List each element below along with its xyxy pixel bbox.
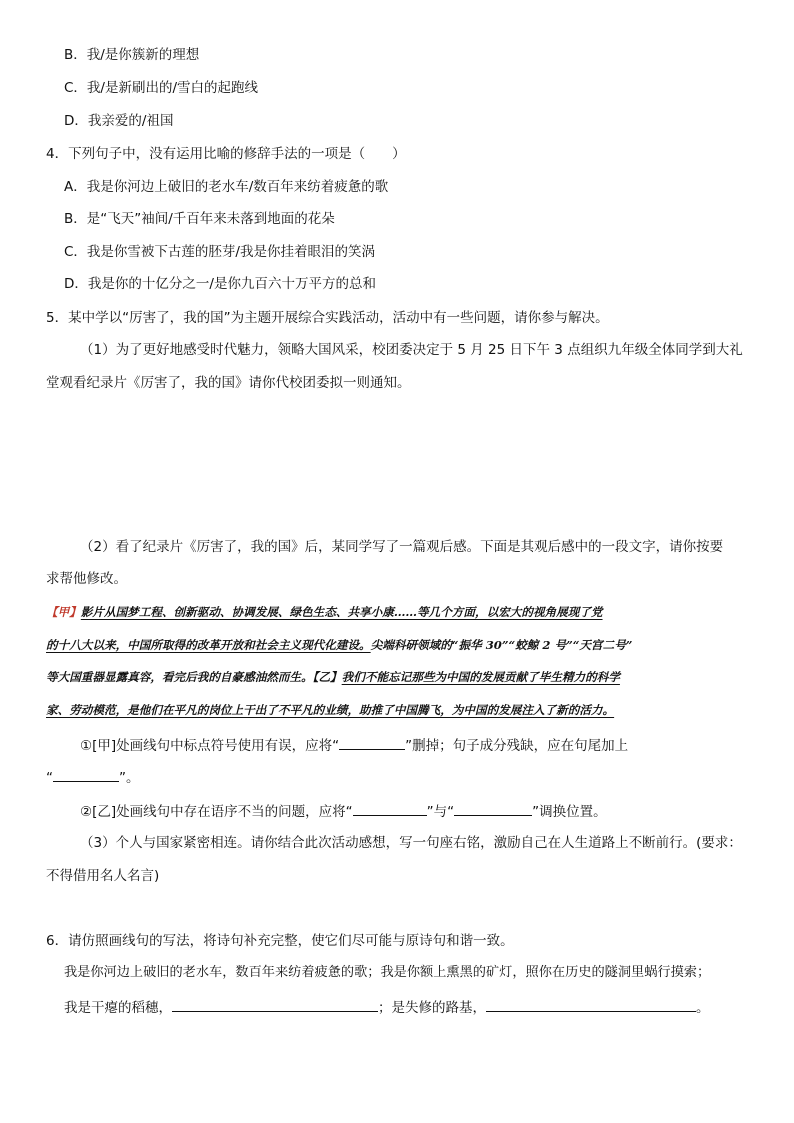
passage-line-4: 家、劳动模范，是他们在平凡的岗位上干出了不平凡的业绩，助推了中国腾飞，为中国的发展注入了新的活力。: [46, 703, 615, 717]
q3-option-d: D．我亲爱的/祖国: [64, 113, 174, 129]
q6-poem-line2: 我是干瘪的稻穗， ；是失修的路基， 。: [64, 997, 710, 1017]
q5-part3-line2: 不得借用名人名言): [46, 868, 160, 884]
q5-sub1-line2: “ ”。: [46, 767, 140, 787]
q6-poem-line1: 我是你河边上破旧的老水车，数百年来纺着疲惫的歌；我是你额上熏黑的矿灯，照你在历史的隧洞里蜗行摸索；: [64, 965, 711, 980]
q4-option-a: A．我是你河边上破旧的老水车/数百年来纺着疲惫的歌: [64, 179, 389, 195]
q5-part1-line2: 堂观看纪录片《厉害了，我的国》请你代校团委拟一则通知。: [46, 375, 411, 391]
jia-tag: 【甲】: [46, 605, 81, 619]
q4-option-c: C．我是你雪被下古莲的胚芽/我是你挂着眼泪的笑涡: [64, 244, 375, 260]
q5-part2-line1: （2）看了纪录片《厉害了，我的国》后，某同学写了一篇观后感。下面是其观后感中的一段文字，请你按要: [80, 539, 724, 555]
q6-stem: 6．请仿照画线句的写法，将诗句补充完整，使它们尽可能与原诗句和谐一致。: [46, 933, 514, 949]
answer-blank-6[interactable]: [486, 997, 696, 1012]
q4-option-b: B．是“飞天”袖间/千百年来未落到地面的花朵: [64, 211, 335, 227]
q4-option-d: D．我是你的十亿分之一/是你九百六十万平方的总和: [64, 276, 376, 292]
answer-blank-1[interactable]: [339, 735, 405, 750]
answer-blank-2[interactable]: [53, 767, 119, 782]
yi-tag: 【乙】: [312, 670, 342, 684]
q3-option-b: B．我/是你簇新的理想: [64, 47, 200, 63]
q3-option-c: C．我/是新刷出的/雪白的起跑线: [64, 80, 259, 96]
q5-part2-line2: 求帮他修改。: [46, 571, 127, 587]
q5-stem: 5．某中学以“厉害了，我的国”为主题开展综合实践活动，活动中有一些问题，请你参与解决。: [46, 310, 609, 326]
q5-sub2: ②[乙]处画线句中存在语序不当的问题，应将“ ”与“ ”调换位置。: [80, 801, 607, 821]
q4-stem: 4．下列句子中，没有运用比喻的修辞手法的一项是（ ）: [46, 146, 406, 162]
answer-blank-4[interactable]: [454, 801, 532, 816]
passage-line-1: 【甲】影片从国梦工程、创新驱动、协调发展、绿色生态、共享小康……等几个方面，以宏大的视角展现了党: [46, 605, 603, 619]
q5-part3-line1: （3）个人与国家紧密相连。请你结合此次活动感想，写一句座右铭，激励自己在人生道路上不断前行。(要求：: [80, 835, 742, 851]
passage-line-3: 等大国重器显露真容，看完后我的自豪感油然而生。【乙】我们不能忘记那些为中国的发展贡献了毕生精力的科学: [46, 670, 620, 684]
q5-sub1-line1: ①[甲]处画线句中标点符号使用有误，应将“ ”删掉；句子成分残缺，应在句尾加上: [80, 735, 628, 755]
q5-part1-line1: （1）为了更好地感受时代魅力，领略大国风采，校团委决定于 5 月 25 日下午 3 点组织九年级全体同学到大礼: [80, 342, 743, 358]
answer-blank-5[interactable]: [172, 997, 378, 1012]
answer-blank-3[interactable]: [353, 801, 427, 816]
passage-line-2: 的十八大以来，中国所取得的改革开放和社会主义现代化建设。尖端科研领域的“振华 30”“蛟鲸 2 号”“天宫二号”: [46, 638, 633, 652]
